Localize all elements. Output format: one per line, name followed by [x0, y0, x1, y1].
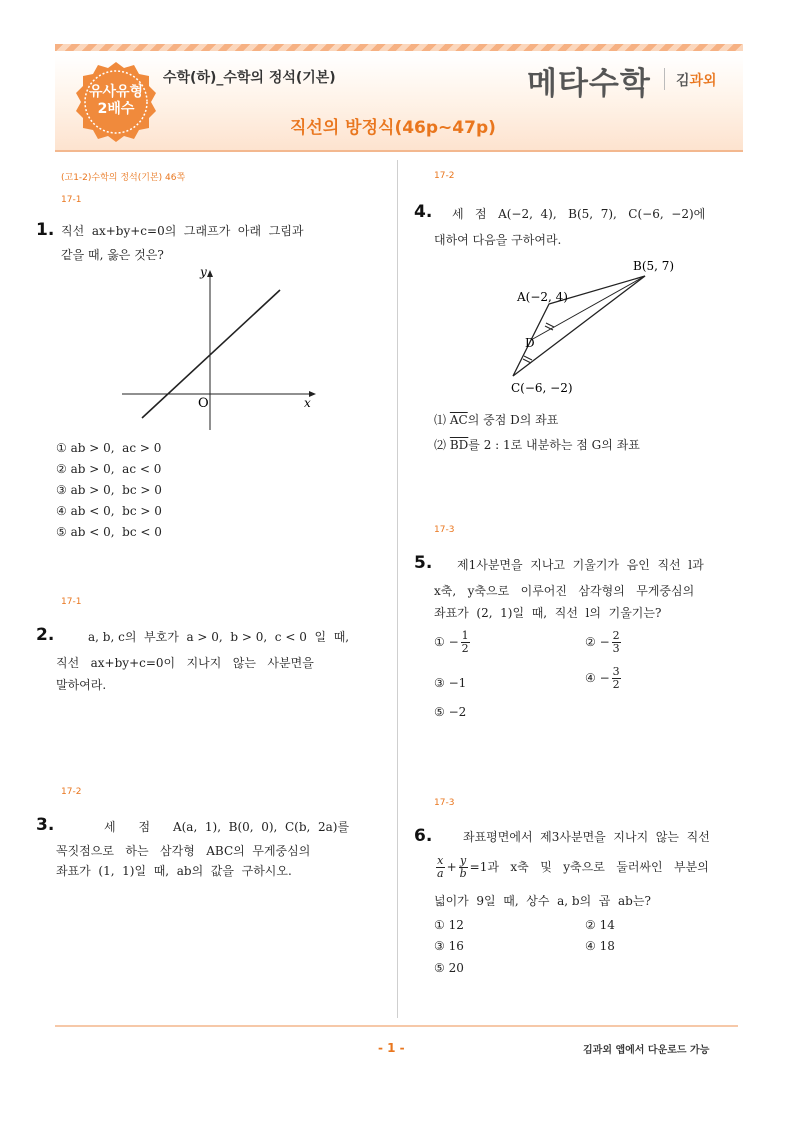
problem-1-option-1: ① ab > 0, ac > 0	[56, 441, 162, 455]
brand-sub-prefix: 김	[676, 73, 690, 89]
problem-1-option-4: ④ ab < 0, bc > 0	[56, 504, 162, 518]
point-d-label: D	[525, 336, 535, 350]
problem-5-option-3: ③ −1	[434, 676, 467, 690]
problem-1-source: 17-1	[61, 195, 82, 205]
page-title: 직선의 방정식(46p~47p)	[290, 118, 496, 138]
problem-6-text-line2	[434, 855, 709, 880]
problem-1-graph	[120, 264, 316, 432]
frac-b-denominator: b	[459, 867, 467, 880]
problem-6-option-5: ⑤ 20	[434, 961, 464, 975]
problem-2-text-line1: a, b, c의 부호가 a > 0, b > 0, c < 0 일 때,	[88, 630, 350, 644]
header-stripe	[55, 44, 743, 51]
tick-mark-upper-2	[546, 323, 554, 327]
x-axis-label: x	[304, 396, 311, 410]
badge-line-1: 유사유형	[88, 84, 144, 100]
problem-2-source: 17-1	[61, 597, 82, 607]
frac-x-numerator: x	[437, 854, 444, 867]
subquestion-2-number: ⑵	[434, 438, 447, 452]
problem-6-option-3: ③ 16	[434, 939, 464, 953]
problem-2-text-line3: 말하여라.	[56, 678, 107, 692]
option-2-numerator: 2	[612, 629, 620, 642]
brand-separator	[664, 68, 665, 90]
origin-label: O	[198, 396, 209, 411]
problem-5-option-4	[585, 666, 623, 691]
source-reference: (고1-2)수학의 정석(기본) 46쪽	[61, 173, 186, 183]
problem-1-number: 1.	[36, 220, 55, 240]
point-a-label: A(−2, 4)	[517, 290, 568, 304]
option-1-numerator: 1	[461, 629, 469, 642]
problem-6-number: 6.	[414, 826, 433, 846]
option-4-prefix: ④ −	[585, 671, 610, 685]
y-axis-label: y	[200, 265, 207, 279]
frac-x-over-a	[436, 855, 445, 880]
subquestion-2-text: 를 2 : 1로 내분하는 점 G의 좌표	[468, 438, 640, 452]
problem-1-text-line1: 직선 ax+by+c=0의 그래프가 아래 그림과	[61, 224, 304, 238]
problem-1-option-2: ② ab > 0, ac < 0	[56, 462, 162, 476]
graph-line	[142, 290, 280, 418]
problem-4-subquestion-2	[434, 437, 640, 453]
problem-5-text-line2: x축, y축으로 이루어진 삼각형의 무게중심의	[434, 584, 695, 598]
frac-y-numerator: y	[460, 854, 467, 867]
subject-title: 수학(하)_수학의 정석(기본)	[163, 70, 336, 86]
problem-4-text-line2: 대하여 다음을 구하여라.	[434, 233, 562, 247]
plus-sign: +	[446, 860, 457, 874]
problem-5-option-2	[585, 630, 623, 655]
problem-5-text-line3: 좌표가 (2, 1)일 때, 직선 l의 기울기는?	[434, 606, 662, 620]
option-2-fraction	[612, 630, 621, 655]
problem-3-text-line2: 꼭짓점으로 하는 삼각형 ABC의 무게중심의	[56, 844, 311, 858]
point-b-label: B(5, 7)	[633, 259, 675, 273]
problem-4-subquestion-1	[434, 412, 558, 428]
subquestion-1-text: 의 중점 D의 좌표	[467, 413, 559, 427]
option-1-denominator: 2	[461, 642, 469, 655]
problem-6-text-line1: 좌표평면에서 제3사분면을 지나지 않는 직선	[463, 830, 710, 844]
option-4-fraction	[612, 666, 621, 691]
problem-6-text-line3: 넓이가 9일 때, 상수 a, b의 곱 ab는?	[434, 894, 651, 908]
problem-3-text-line3: 좌표가 (1, 1)일 때, ab의 값을 구하시오.	[56, 864, 292, 878]
problem-3-text-line1: 세 점 A(a, 1), B(0, 0), C(b, 2a)를	[104, 820, 350, 834]
column-divider	[397, 160, 398, 1018]
problem-4-text-line1: 세 점 A(−2, 4), B(5, 7), C(−6, −2)에	[452, 207, 706, 221]
problem-1-option-5: ⑤ ab < 0, bc < 0	[56, 525, 162, 539]
tick-mark-lower-2	[524, 356, 532, 360]
frac-a-denominator: a	[437, 867, 444, 880]
problem-4-number: 4.	[414, 202, 433, 222]
option-4-numerator: 3	[612, 665, 620, 678]
problem-1-option-3: ③ ab > 0, bc > 0	[56, 483, 162, 497]
segment-bd	[531, 276, 645, 340]
problem-5-option-5: ⑤ −2	[434, 705, 467, 719]
tick-mark-lower	[523, 359, 531, 363]
problem-6-option-1: ① 12	[434, 918, 464, 932]
footer-divider	[55, 1025, 738, 1027]
problem-4-source: 17-2	[434, 171, 455, 181]
page-number: - 1 -	[378, 1041, 405, 1055]
problem-2-text-line2: 직선 ax+by+c=0이 지나지 않는 사분면을	[56, 656, 314, 670]
badge-line-2: 2배수	[97, 101, 135, 117]
header-divider	[55, 150, 743, 152]
option-4-denominator: 2	[612, 678, 620, 691]
brand-logo: 메타수학	[527, 66, 651, 102]
problem-1-text-line2: 같을 때, 옳은 것은?	[61, 248, 164, 262]
problem-5-text-line1: 제1사분면을 지나고 기울기가 음인 직선 l과	[457, 558, 704, 572]
problem-6-option-2: ② 14	[585, 918, 615, 932]
point-c-label: C(−6, −2)	[511, 381, 573, 395]
segment-ac-label: $\overline{AC}$	[449, 413, 468, 427]
problem-3-number: 3.	[36, 815, 55, 835]
y-axis-arrow	[207, 270, 213, 277]
option-2-prefix: ② −	[585, 635, 610, 649]
brand-sub-highlight: 과외	[689, 73, 717, 89]
problem-5-source: 17-3	[434, 525, 455, 535]
option-1-prefix: ① −	[434, 635, 459, 649]
badge-label	[74, 84, 158, 118]
subquestion-1-number: ⑴	[434, 413, 447, 427]
footer-note: 김과외 앱에서 다운로드 가능	[583, 1045, 710, 1056]
option-1-fraction	[461, 630, 470, 655]
problem-4-triangle-figure	[505, 256, 695, 398]
segment-bd-label: $\overline{BD}$	[449, 438, 469, 452]
problem-5-option-1	[434, 630, 472, 655]
problem-3-source: 17-2	[61, 787, 82, 797]
problem-6-line2-text: =1과 x축 및 y축으로 둘러싸인 부분의	[469, 860, 709, 874]
problem-2-number: 2.	[36, 625, 55, 645]
problem-6-option-4: ④ 18	[585, 939, 615, 953]
brand-sub-logo	[676, 70, 717, 90]
option-2-denominator: 3	[612, 642, 620, 655]
problem-6-source: 17-3	[434, 798, 455, 808]
frac-y-over-b	[459, 855, 468, 880]
problem-5-number: 5.	[414, 553, 433, 573]
